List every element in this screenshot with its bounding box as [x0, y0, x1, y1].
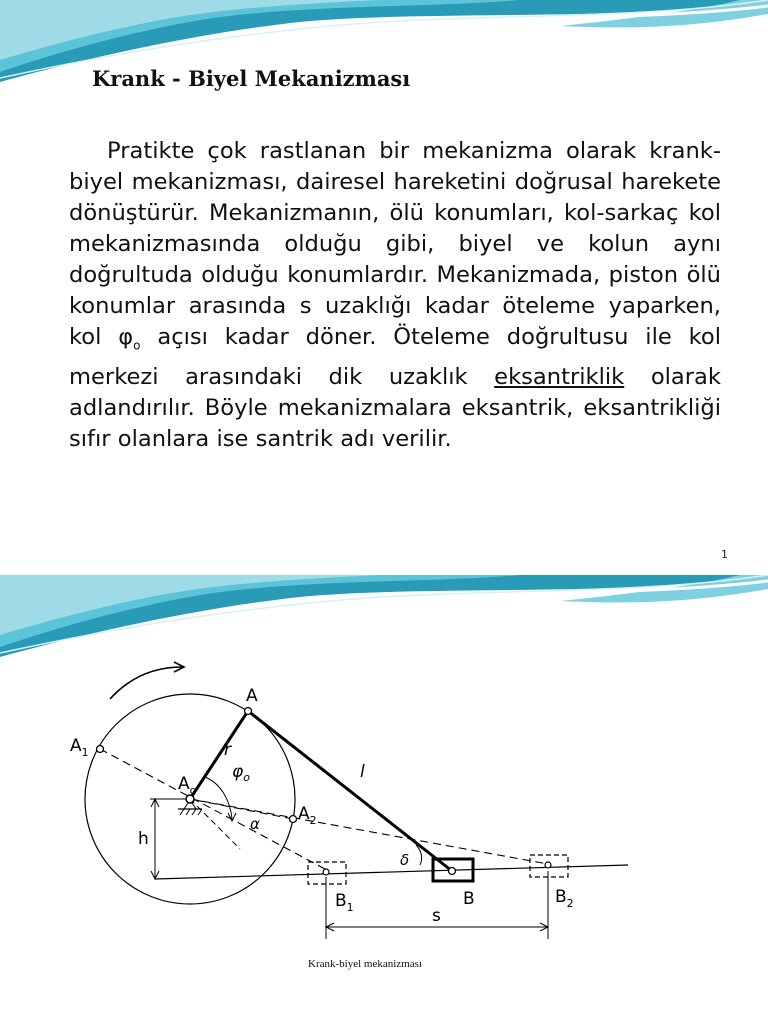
label-A2-sub: 2 — [309, 814, 317, 827]
label-phi0-sub: o — [243, 771, 250, 784]
svg-text:B2 — [555, 887, 574, 910]
label-phi0: φ — [232, 762, 244, 782]
label-l: l — [360, 762, 365, 782]
phi-symbol: φ — [118, 324, 134, 350]
eksantriklik-term: eksantriklik — [494, 363, 625, 390]
figure-caption: Krank-biyel mekanizması — [308, 958, 422, 970]
svg-text:φo — [232, 762, 250, 784]
paragraph-part-2: açısı kadar döner. Öteleme doğrultusu ile kol merkezi arasındaki dik uzaklık — [69, 324, 721, 390]
slider-line — [155, 865, 628, 879]
page-number: 1 — [721, 548, 728, 561]
label-B1-sub: 1 — [346, 901, 354, 914]
svg-text:B1 — [335, 891, 354, 914]
slide-2 — [0, 575, 768, 1024]
svg-text:A1 — [70, 736, 89, 759]
header-wave-decoration-2 — [0, 575, 768, 665]
svg-text:A2 — [298, 804, 317, 827]
phi-subscript: o — [133, 338, 141, 353]
slide-body-paragraph — [69, 136, 721, 455]
label-A: A — [246, 686, 258, 706]
label-B2: B — [555, 887, 567, 907]
label-B1: B — [335, 891, 347, 911]
label-s: s — [432, 906, 441, 926]
paragraph-part-3: olarak adlandırılır. Böyle mekanizmalara eksantrik, eksantrikliği sıfır olanlara ise santrik adı verilir. — [69, 363, 721, 452]
label-B2-sub: 2 — [566, 897, 574, 910]
label-A0: A — [178, 774, 190, 794]
label-A1: A — [70, 736, 82, 756]
label-alpha: α — [250, 815, 260, 833]
dead-position-line-2 — [190, 799, 548, 864]
label-A0-sub: o — [189, 784, 197, 797]
coupler-l — [248, 711, 452, 871]
label-A1-sub: 1 — [81, 746, 89, 759]
svg-text:Ao — [178, 774, 197, 797]
crank-r — [190, 711, 248, 799]
label-A2: A — [298, 804, 310, 824]
label-delta: δ — [400, 851, 410, 869]
rotation-arrow — [110, 667, 182, 699]
label-r: r — [224, 740, 231, 760]
label-B: B — [463, 889, 475, 909]
label-h: h — [138, 829, 149, 849]
crank-mechanism-diagram — [70, 659, 655, 939]
slide-title: Krank - Biyel Mekanizması — [92, 66, 411, 91]
paragraph-part-1: Pratikte çok rastlanan bir mekanizma olarak krank-biyel mekanizması, dairesel hareketini doğrusal harekete dönüştürür. Mekanizmanın, ölü konumları, kol-sarkaç kol mekanizmasında olduğu gibi, biyel ve kolun aynı doğrultuda olduğu konumlardır. Mekanizmada, piston ölü konumlar arasında s uzaklığı kadar öteleme yaparken, kol — [69, 138, 721, 350]
